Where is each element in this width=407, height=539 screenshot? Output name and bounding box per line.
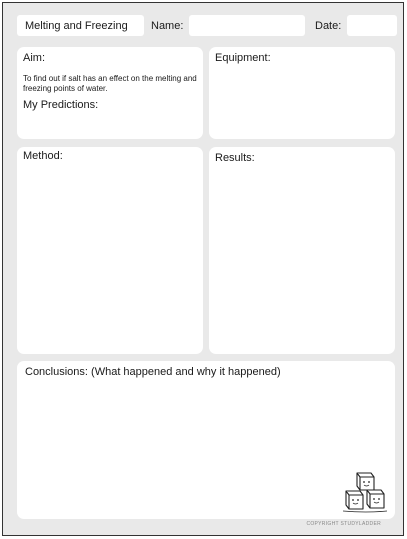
ice-cubes-icon: [343, 471, 389, 513]
worksheet-title: [17, 15, 144, 36]
copyright-footer: COPYRIGHT STUDYLADDER: [306, 521, 381, 527]
conclusions-panel[interactable]: [17, 361, 395, 519]
results-label: Results:: [215, 152, 255, 164]
method-panel[interactable]: [17, 147, 203, 354]
results-panel[interactable]: [209, 147, 395, 354]
name-field[interactable]: [189, 15, 305, 36]
method-label: Method:: [23, 150, 63, 162]
worksheet: [2, 2, 404, 536]
conclusions-label: Conclusions: (What happened and why it happened): [25, 366, 281, 378]
aim-text: To find out if salt has an effect on the melting and freezing points of water.: [23, 74, 197, 93]
predictions-label: My Predictions:: [23, 99, 99, 111]
date-label: Date:: [315, 20, 342, 32]
date-field[interactable]: [347, 15, 397, 36]
aim-label: Aim:: [23, 52, 45, 64]
equipment-panel[interactable]: [209, 47, 395, 139]
equipment-label: Equipment:: [215, 52, 271, 64]
name-label: Name:: [151, 20, 184, 32]
worksheet-title-text: Melting and Freezing: [25, 19, 128, 32]
aim-panel[interactable]: [17, 47, 203, 139]
